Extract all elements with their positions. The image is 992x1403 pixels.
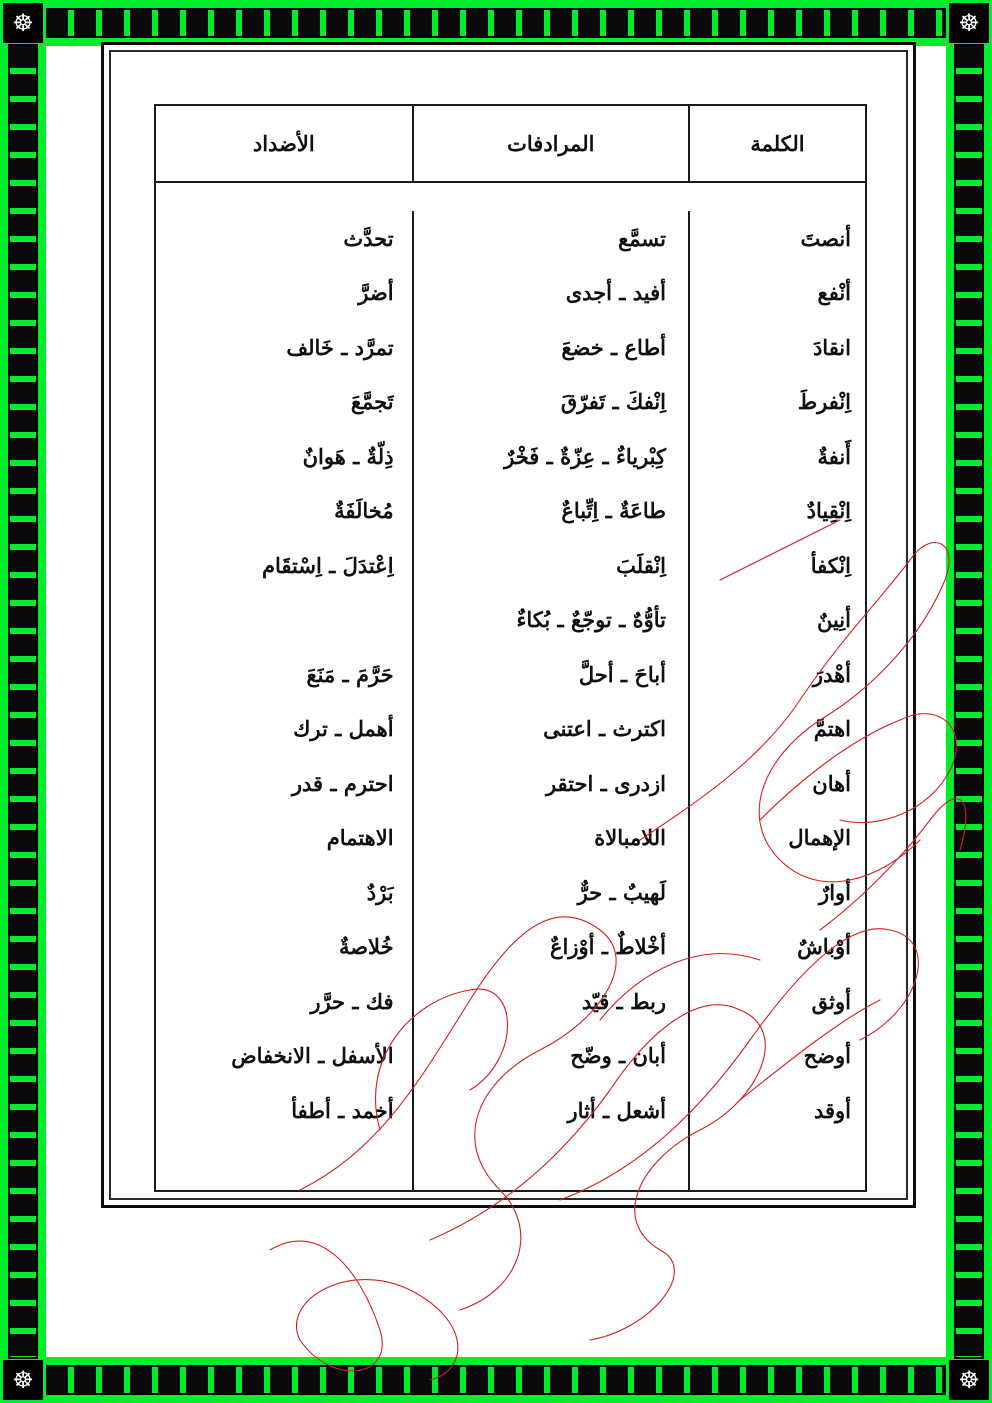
film-projector-icon: ☸: [3, 1360, 43, 1400]
word-cell: أوضح: [803, 1043, 851, 1069]
synonym-cell: أشعل ـ أثار: [567, 1097, 666, 1123]
synonym-cell: أباحَ ـ أحلَّ: [578, 661, 666, 687]
word-cell: اِنْكفأ: [810, 552, 851, 578]
antonym-cell: حَرَّمَ ـ مَنَعَ: [306, 661, 394, 687]
word-column: [688, 211, 865, 1190]
word-cell: أهْدرَ: [812, 661, 851, 687]
border-left: [0, 0, 46, 1403]
synonym-cell: تأوُّهٌ ـ توجّعٌ ـ بُكاءٌ: [516, 607, 666, 633]
synonym-cell: كِبْرياءٌ ـ عِزّةٌ ـ فَخْرٌ: [504, 443, 666, 469]
word-cell: انقادَ: [812, 334, 851, 360]
table-body: [156, 183, 865, 1190]
synonym-cell: طاعَةٌ ـ اِتِّباعٌ: [561, 498, 666, 524]
word-cell: أنِينٌ: [816, 607, 851, 633]
antonyms-column: [156, 211, 412, 1190]
film-projector-icon: ☸: [949, 1360, 989, 1400]
synonym-cell: اللامبالاة: [594, 825, 666, 851]
antonym-cell: مُخالَفَةٌ: [334, 498, 394, 524]
antonym-cell: تحدَّث: [343, 225, 394, 251]
table-header: [156, 106, 865, 183]
word-cell: الإهمال: [788, 825, 851, 851]
antonym-cell: خُلاصةٌ: [338, 934, 394, 960]
film-projector-icon: ☸: [949, 3, 989, 43]
antonym-cell: أهمل ـ ترك: [293, 716, 394, 742]
word-cell: اِنْفرطَ: [797, 389, 851, 415]
border-bottom: [0, 1357, 992, 1403]
synonyms-column: [412, 211, 688, 1190]
word-cell: اِنْقِيادٌ: [806, 498, 851, 524]
antonym-cell: احترم ـ قدر: [291, 770, 394, 796]
antonym-cell: فك ـ حرَّر: [310, 988, 394, 1014]
antonym-cell: تمرَّد ـ خَالف: [286, 334, 394, 360]
synonym-cell: لَهيبٌ ـ حرٌّ: [577, 879, 666, 905]
word-cell: أوقد: [813, 1097, 851, 1123]
word-cell: أوثق: [811, 988, 851, 1014]
antonym-cell: أضرَّ: [358, 280, 394, 306]
header-word: الكلمة: [688, 106, 865, 181]
antonym-cell: [156, 593, 412, 648]
synonym-cell: تسمَّع: [618, 225, 666, 251]
synonym-cell: أطاع ـ خضعَ: [561, 334, 666, 360]
vocabulary-table: [154, 104, 867, 1192]
header-synonyms: المرادفات: [412, 106, 688, 181]
synonym-cell: أفيد ـ أجدى: [565, 280, 666, 306]
word-cell: أَنفةٌ: [817, 443, 851, 469]
word-cell: اهتمَّ: [813, 716, 851, 742]
synonym-cell: اِنْقلَبَ: [616, 552, 666, 578]
antonym-cell: ذِلّةٌ ـ هَوانٌ: [302, 443, 394, 469]
header-antonyms: الأضداد: [252, 131, 315, 156]
synonym-cell: اِنْفكَ ـ تَفرّقَ: [560, 389, 666, 415]
antonym-cell: الاهتمام: [326, 825, 394, 851]
border-right: [946, 0, 992, 1403]
synonym-cell: أبان ـ وضّح: [570, 1043, 666, 1069]
border-top: [0, 0, 992, 46]
word-cell: أوارٌ: [819, 879, 851, 905]
synonym-cell: ربط ـ قيّد: [581, 988, 666, 1014]
antonym-cell: بَرْدٌ: [366, 879, 394, 905]
word-cell: أنْفع: [817, 280, 851, 306]
antonym-cell: أخمد ـ أطفأ: [291, 1097, 394, 1123]
word-cell: أنصتَ: [800, 225, 851, 251]
antonym-cell: اِعْتدَلَ ـ اِسْتقَام: [262, 552, 394, 578]
synonym-cell: أخْلاطٌ ـ أوْزاعٌ: [549, 934, 666, 960]
film-projector-icon: ☸: [3, 3, 43, 43]
antonym-cell: الأسفل ـ الانخفاض: [231, 1043, 394, 1069]
word-cell: أهان: [812, 770, 851, 796]
antonym-cell: تَجمَّعَ: [350, 389, 394, 415]
synonym-cell: ازدرى ـ احتقر: [545, 770, 666, 796]
scanned-page: [101, 42, 916, 1208]
synonym-cell: اكترث ـ اعتنى: [543, 716, 666, 742]
word-cell: أوْباشٌ: [797, 934, 851, 960]
